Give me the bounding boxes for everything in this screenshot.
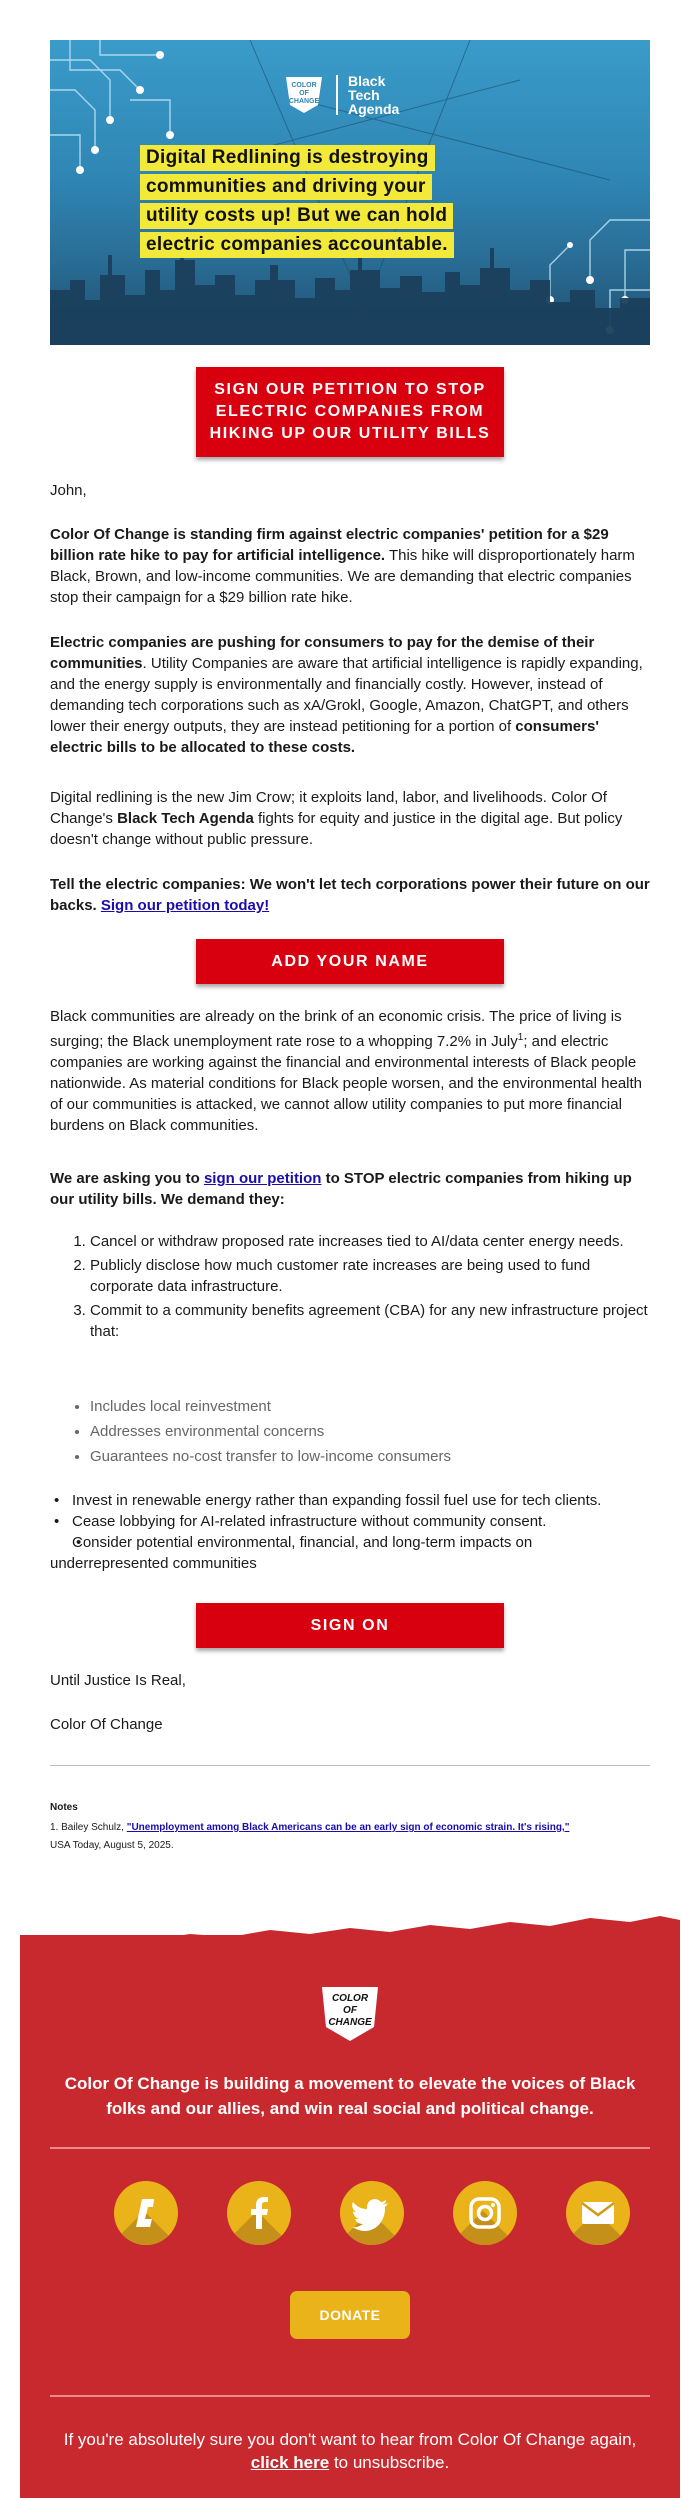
instagram-icon[interactable] [453, 2181, 517, 2245]
note-author: 1. Bailey Schulz, [50, 1822, 127, 1833]
unsubscribe-link[interactable]: click here [250, 2453, 330, 2472]
greeting [50, 480, 650, 501]
paragraph-6 [50, 1168, 650, 1210]
brand-line: Agenda [348, 101, 400, 117]
logo-word-of: OF [299, 90, 309, 97]
more-demand-item: • Invest in renewable energy rather than expanding fossil fuel use for tech clients. [50, 1490, 650, 1511]
note-item [50, 1820, 650, 1836]
unsubscribe-text [50, 2428, 650, 2474]
demand-item: 1. Cancel or withdraw proposed rate increases tied to AI/data center energy needs. [90, 1231, 650, 1252]
p3-bold: Black Tech Agenda [117, 810, 254, 827]
logo-divider [336, 75, 338, 115]
demands-list [50, 1231, 650, 1345]
note-source: USA Today, August 5, 2025. [50, 1840, 174, 1851]
greeting-text: John, [50, 482, 87, 499]
paragraph-4 [50, 874, 650, 916]
unsub-text-a: If you're absolutely sure you don't want to hear from Color Of Change again, [63, 2430, 637, 2449]
more-demand-item: • Cease lobbying for AI-related infrastructure without community consent. [50, 1511, 650, 1532]
p1-text: This hike will disproportionately harm Black, Brown, and low-income communities. We are demanding that electric companies stop their campaign for a $29 billion rate hike. [50, 547, 635, 606]
color-of-change-icon[interactable] [114, 2181, 178, 2245]
brand-line: Black [348, 73, 386, 89]
demand-item: 2. Publicly disclose how much customer rate increases are being used to fund corporate data infrastructure. [90, 1255, 650, 1297]
cba-item: • Guarantees no-cost transfer to low-income consumers [90, 1446, 650, 1467]
cba-item: • Includes local reinvestment [90, 1396, 650, 1417]
cba-list [50, 1396, 650, 1471]
p5-text-a: Black communities are already on the brink of an economic crisis. The price of living is surging; the Black unemployment rate rose to a whopping 7.2% in July [50, 1008, 622, 1050]
paragraph-5 [50, 1006, 650, 1136]
hero-logo [282, 70, 434, 120]
headline-line: communities and driving your [140, 174, 432, 200]
color-of-change-logo-icon [282, 75, 326, 115]
hero-banner [50, 40, 650, 345]
hero-headline [140, 145, 570, 261]
notes-heading: Notes [50, 1802, 78, 1813]
footer-logo-icon [318, 1985, 382, 2045]
headline-line: utility costs up! But we can hold [140, 203, 453, 229]
p3-text-a: Digital redlining is the new Jim Crow; it exploits land, labor, and livelihoods. Color Of Change's [50, 789, 607, 827]
footer-logo-word-color: COLOR [331, 1993, 369, 2004]
logo-word-color: COLOR [291, 82, 317, 89]
sign-on-button[interactable]: SIGN ON [196, 1603, 504, 1648]
headline-line: electric companies accountable. [140, 232, 454, 258]
brand-line: Tech [348, 87, 380, 103]
p2-bold-2: consumers' electric bills to be allocated to these costs. [50, 718, 599, 756]
p6-text-a: We are asking you to [50, 1170, 204, 1187]
signoff [50, 1670, 650, 1691]
black-tech-agenda-wordmark [348, 74, 399, 116]
add-your-name-button[interactable]: ADD YOUR NAME [196, 939, 504, 984]
signature [50, 1714, 650, 1735]
more-demands-list [50, 1490, 650, 1574]
footer-logo-word-of: OF [343, 2005, 357, 2016]
demand-item: 3. Commit to a community benefits agreement (CBA) for any new infrastructure project that: [90, 1300, 650, 1342]
note-source-link[interactable]: "Unemployment among Black Americans can be an early sign of economic strain. It's rising," [126, 1822, 570, 1833]
donate-button[interactable]: DONATE [290, 2291, 410, 2339]
p5-text-b: ; and electric companies are working against the financial and environmental interests of Black people nationwide. As material conditions for Black people worsen, and the environmental health of our communities is attacked, we cannot allow utility companies to put more financial burdens on Black communities. [50, 1033, 643, 1134]
footer-divider [50, 2395, 650, 2397]
footnote-marker[interactable]: 1 [517, 1032, 524, 1043]
p1-bold: Color Of Change is standing firm against electric companies' petition for a $29 billion rate hike to pay for artificial intelligence. [50, 526, 609, 564]
p3-text-b: fights for equity and justice in the digital age. But policy doesn't change without public pressure. [50, 810, 623, 848]
sign-petition-link-2[interactable]: sign our petition [203, 1170, 322, 1187]
notes-section [50, 1800, 650, 1854]
p4-bold: Tell the electric companies: We won't let tech corporations power their future on our backs. [50, 876, 650, 914]
p6-text-b: to STOP electric companies from hiking up our utility bills. We demand they: [50, 1170, 632, 1208]
email-icon[interactable] [566, 2181, 630, 2245]
footer-mission: Color Of Change is building a movement to elevate the voices of Black folks and our allies, and win real social and political change. [64, 2074, 636, 2118]
logo-word-change: CHANGE [288, 98, 320, 105]
signoff-text: Until Justice Is Real, [50, 1672, 186, 1689]
paragraph-2 [50, 632, 650, 758]
footer-divider [50, 2147, 650, 2149]
torn-paper-edge [20, 1910, 680, 1970]
paragraph-1 [50, 524, 650, 608]
footer-logo-word-change: CHANGE [328, 2017, 372, 2028]
more-demand-item: • Consider potential environmental, financial, and long-term impacts on underrepresented communities [50, 1532, 650, 1574]
cba-item: • Addresses environmental concerns [90, 1421, 650, 1442]
sign-petition-button[interactable]: SIGN OUR PETITION TO STOP ELECTRIC COMPANIES FROM HIKING UP OUR UTILITY BILLS [196, 367, 504, 457]
headline-line: Digital Redlining is destroying [140, 145, 435, 171]
p2-bold: Electric companies are pushing for consumers to pay for the demise of their communities [50, 634, 595, 672]
twitter-icon[interactable] [340, 2181, 404, 2245]
signature-text: Color Of Change [50, 1716, 163, 1733]
facebook-icon[interactable] [227, 2181, 291, 2245]
sign-petition-link[interactable]: Sign our petition today! [100, 897, 270, 914]
unsub-text-b: to unsubscribe. [329, 2453, 450, 2472]
divider [50, 1765, 650, 1766]
p2-text: . Utility Companies are aware that artificial intelligence is rapidly expanding, and the energy supply is environmentally and financially costly. However, instead of demanding tech corporations such as xA/Grokl, Google, Amazon, ChatGPT, and others lower their energy outputs, they are instead petitioning for a portion of [50, 655, 643, 735]
paragraph-3 [50, 787, 650, 850]
